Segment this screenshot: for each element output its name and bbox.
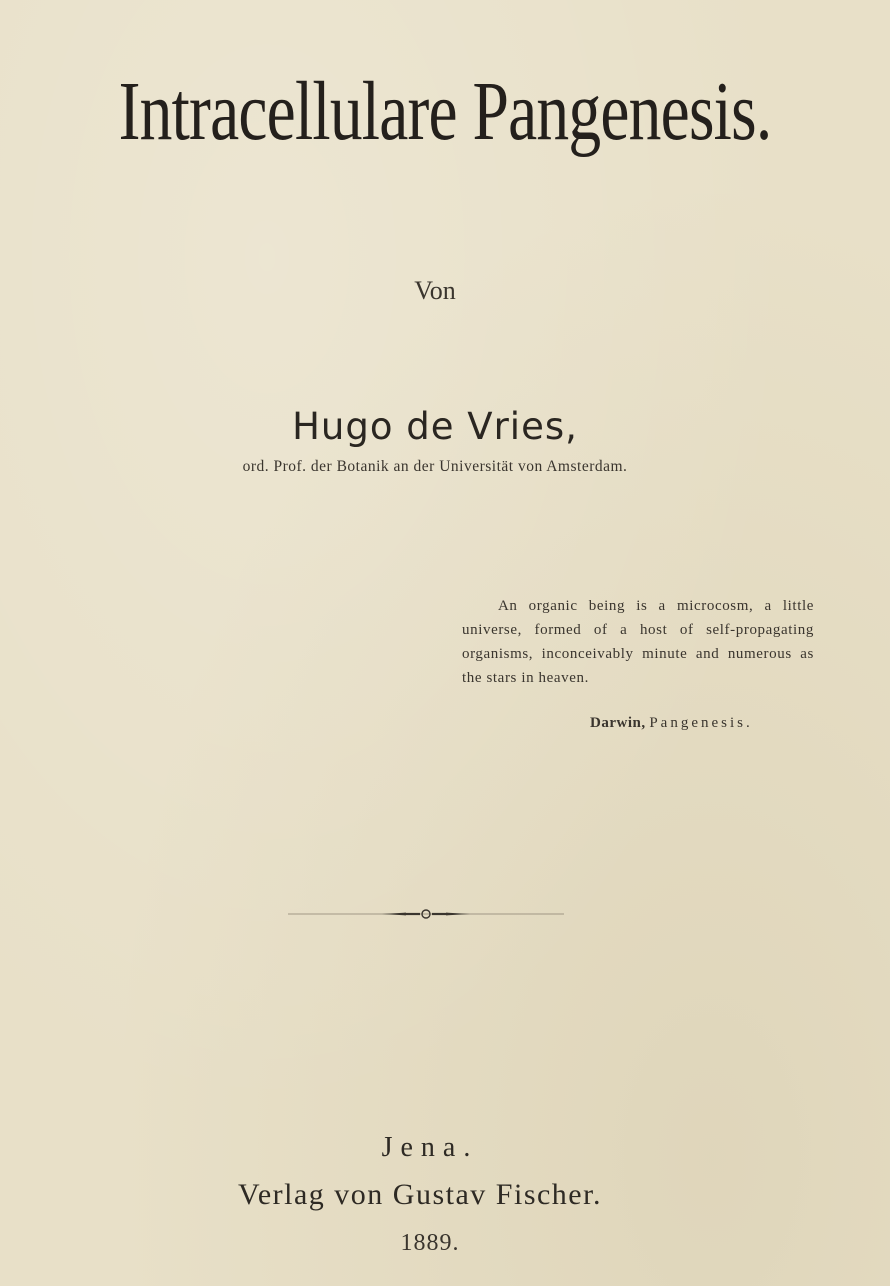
- epigraph-author: Darwin,: [590, 715, 646, 731]
- epigraph-text: An organic being is a microcosm, a little universe, formed of a host of self-propagating organisms, inconceivably minute and numerous as the stars in heaven.: [462, 598, 814, 686]
- epigraph-attribution: [590, 715, 820, 732]
- imprint-publisher: Verlag von Gustav Fischer.: [238, 1178, 602, 1211]
- by-line: Von: [414, 276, 456, 305]
- epigraph-work: Pangenesis.: [649, 715, 753, 731]
- imprint-year: 1889.: [400, 1230, 460, 1256]
- imprint-city: Jena.: [381, 1132, 479, 1163]
- author-name: Hugo de Vries,: [292, 405, 578, 448]
- book-title: Intracellulare Pangenesis.: [118, 65, 772, 158]
- author-affiliation: ord. Prof. der Botanik an der Universität von Amsterdam.: [242, 458, 628, 475]
- ornament-divider-icon: [286, 904, 566, 924]
